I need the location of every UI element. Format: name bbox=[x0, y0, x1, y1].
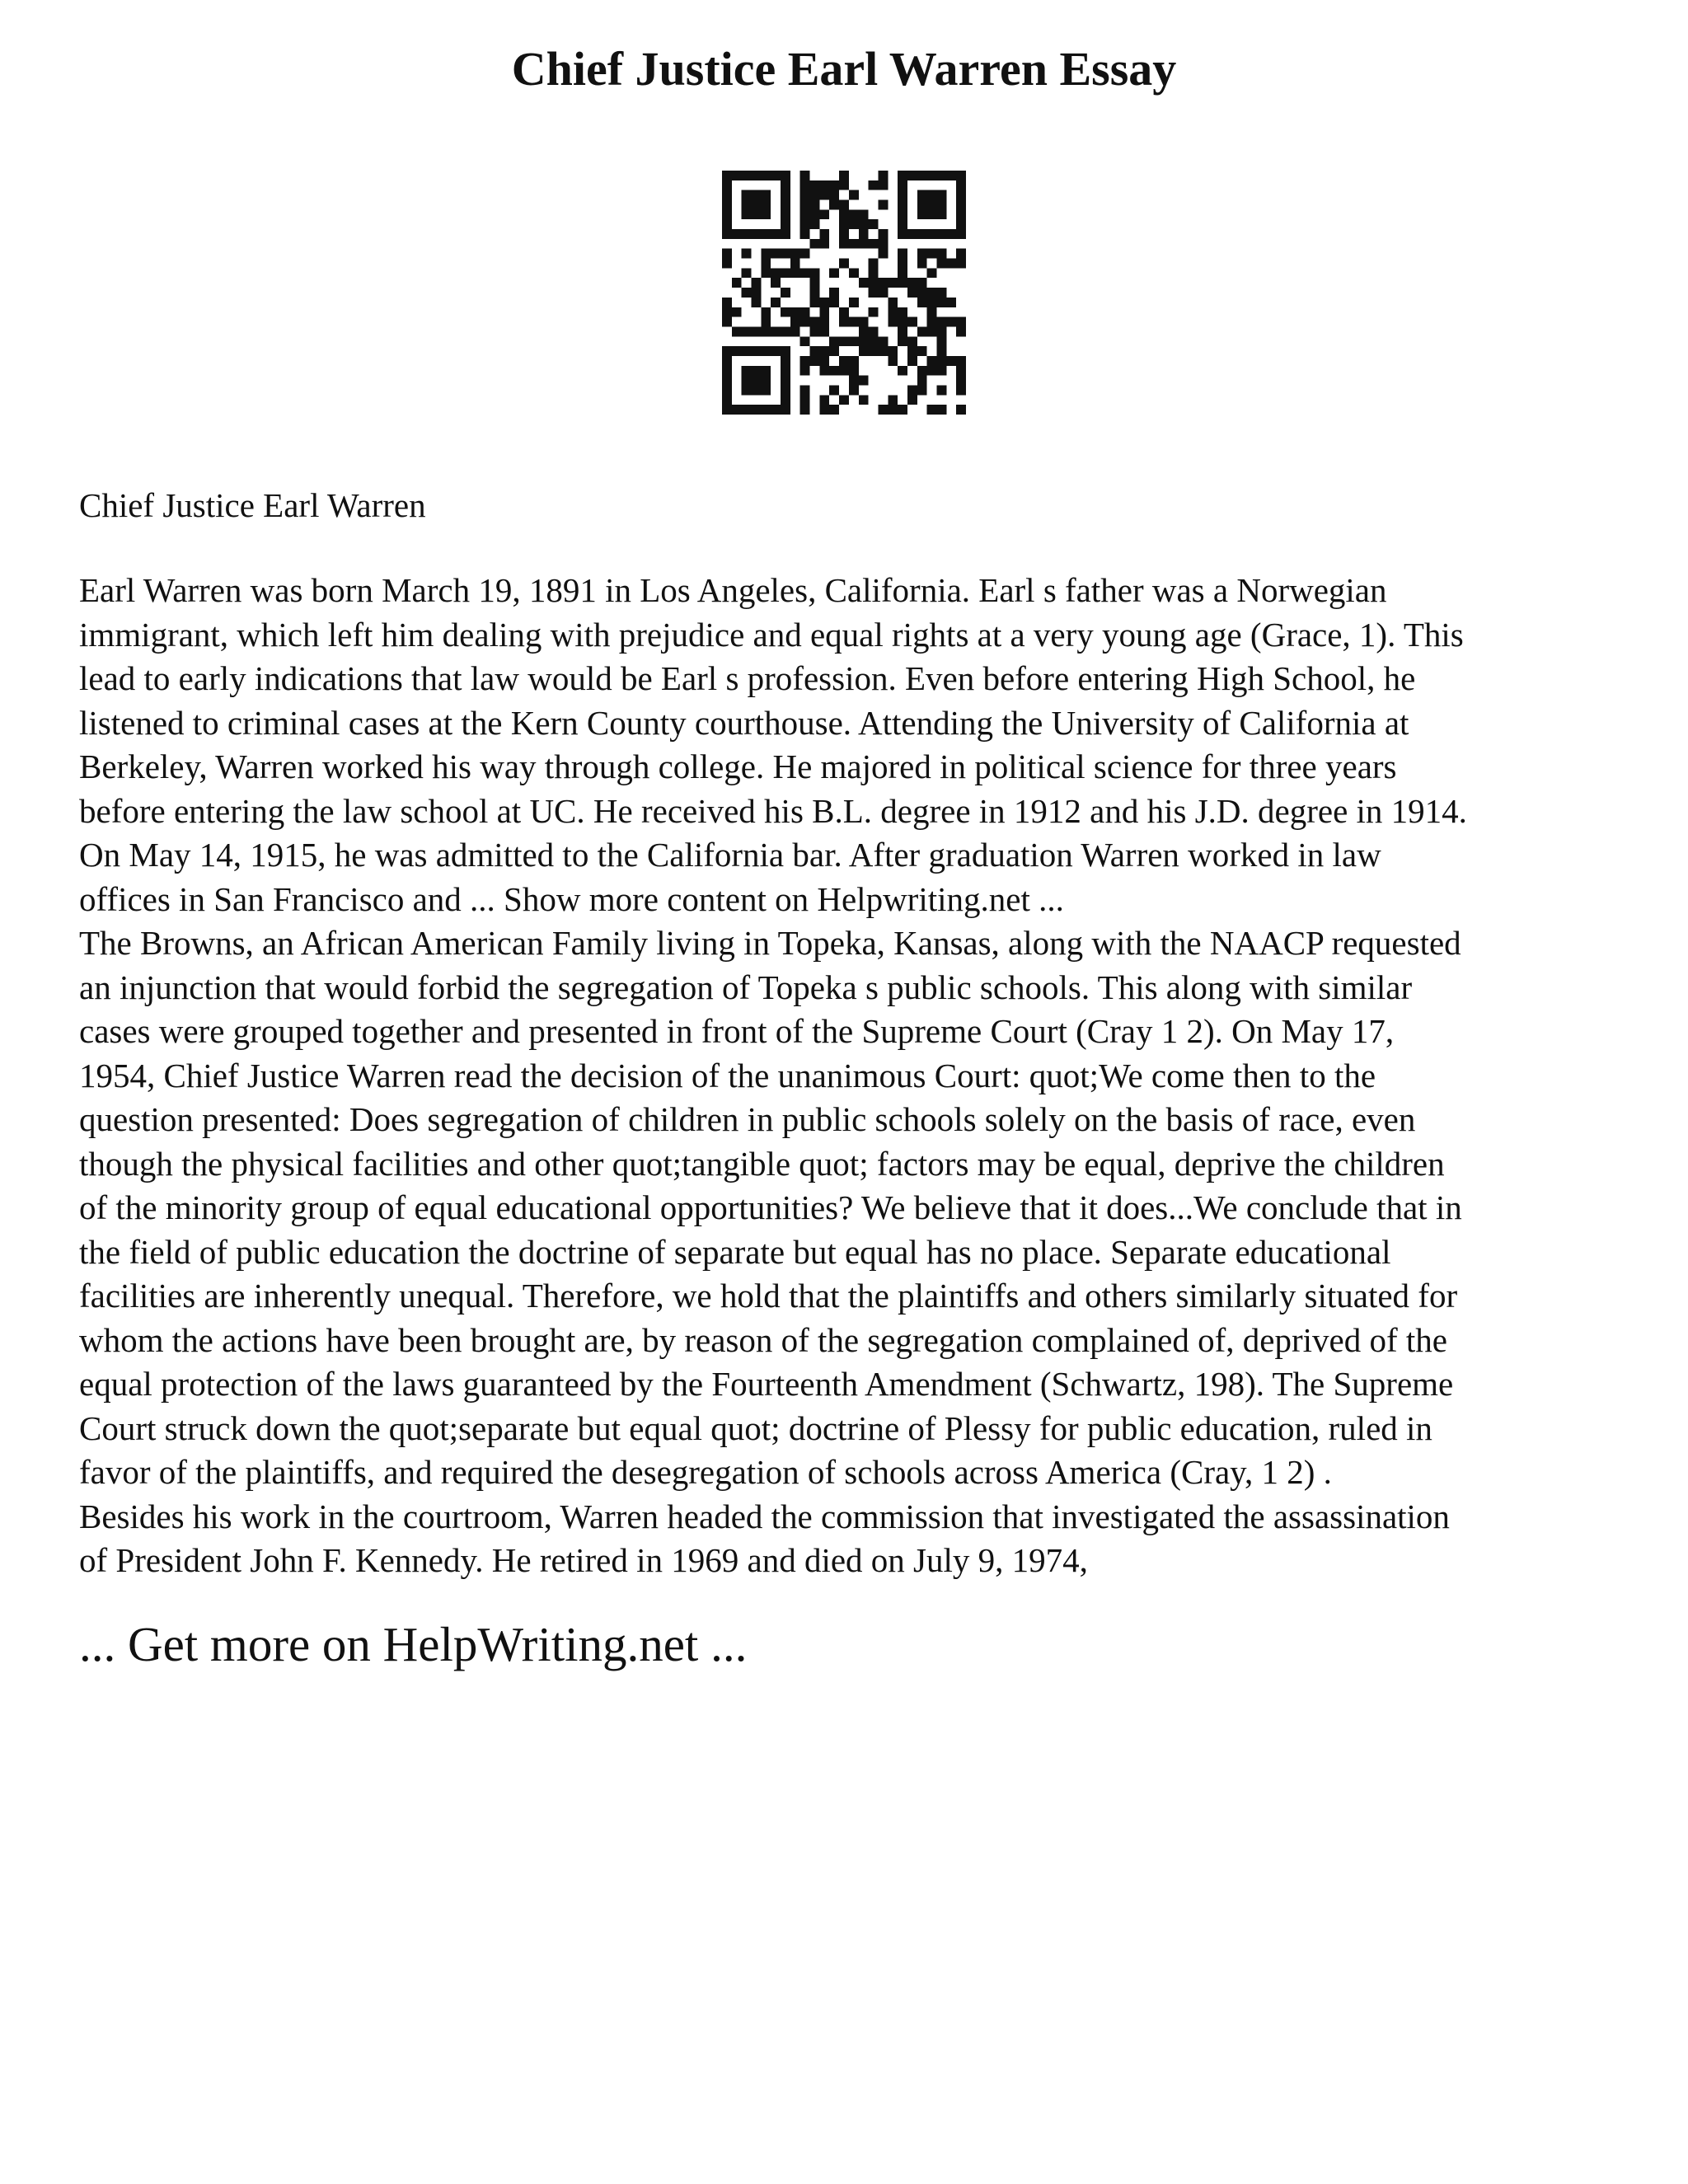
body-line: Earl Warren was born March 19, 1891 in Los Angeles, California. Earl s father was a Norwegian bbox=[79, 571, 1387, 609]
body-line: Besides his work in the courtroom, Warren headed the commission that investigated the assassination bbox=[79, 1497, 1450, 1535]
body-line: On May 14, 1915, he was admitted to the California bar. After graduation Warren worked in law bbox=[79, 836, 1381, 874]
body-line: though the physical facilities and other quot;tangible quot; factors may be equal, deprive the children bbox=[79, 1144, 1445, 1183]
body-line: 1954, Chief Justice Warren read the decision of the unanimous Court: quot;We come then to the bbox=[79, 1056, 1376, 1094]
body-line: favor of the plaintiffs, and required the desegregation of schools across America (Cray, 1 2) . bbox=[79, 1453, 1332, 1491]
essay-heading: Chief Justice Earl Warren bbox=[79, 486, 426, 524]
body-line: Berkeley, Warren worked his way through college. He majored in political science for three years bbox=[79, 748, 1397, 785]
body-line: Court struck down the quot;separate but equal quot; doctrine of Plessy for public education, ruled in bbox=[79, 1408, 1432, 1447]
get-more-link[interactable]: ... Get more on HelpWriting.net ... bbox=[79, 1617, 748, 1671]
body-line: offices in San Francisco and ... Show more content on Helpwriting.net ... bbox=[79, 879, 1064, 918]
body-line: the field of public education the doctrine of separate but equal has no place. Separate educational bbox=[79, 1232, 1391, 1271]
body-line: of President John F. Kennedy. He retired in 1969 and died on July 9, 1974, bbox=[79, 1541, 1088, 1579]
body-line: before entering the law school at UC. He received his B.L. degree in 1912 and his J.D. degree in 1914. bbox=[79, 791, 1467, 830]
body-line: an injunction that would forbid the segregation of Topeka s public schools. This along with similar bbox=[79, 968, 1413, 1006]
body-line: listened to criminal cases at the Kern County courthouse. Attending the University of California at bbox=[79, 703, 1409, 742]
qr-code-icon bbox=[722, 171, 966, 415]
qr-code-graphic bbox=[722, 171, 966, 415]
body-line: lead to early indications that law would be Earl s profession. Even before entering High School, he bbox=[79, 659, 1416, 697]
body-line: whom the actions have been brought are, by reason of the segregation complained of, deprived of the bbox=[79, 1320, 1447, 1359]
page-title: Chief Justice Earl Warren Essay bbox=[511, 42, 1177, 96]
body-line: question presented: Does segregation of children in public schools solely on the basis of race, even bbox=[79, 1100, 1416, 1138]
essay-body bbox=[79, 569, 1645, 1583]
body-line: immigrant, which left him dealing with prejudice and equal rights at a very young age (Grace, 1). This bbox=[79, 615, 1464, 654]
body-line: The Browns, an African American Family living in Topeka, Kansas, along with the NAACP requested bbox=[79, 924, 1461, 962]
body-line: of the minority group of equal educational opportunities? We believe that it does...We conclude that in bbox=[79, 1188, 1462, 1226]
body-line: equal protection of the laws guaranteed by the Fourteenth Amendment (Schwartz, 198). The Supreme bbox=[79, 1365, 1454, 1403]
body-line: facilities are inherently unequal. Therefore, we hold that the plaintiffs and others similarly situated for bbox=[79, 1277, 1458, 1315]
body-line: cases were grouped together and presented in front of the Supreme Court (Cray 1 2). On May 17, bbox=[79, 1012, 1395, 1050]
